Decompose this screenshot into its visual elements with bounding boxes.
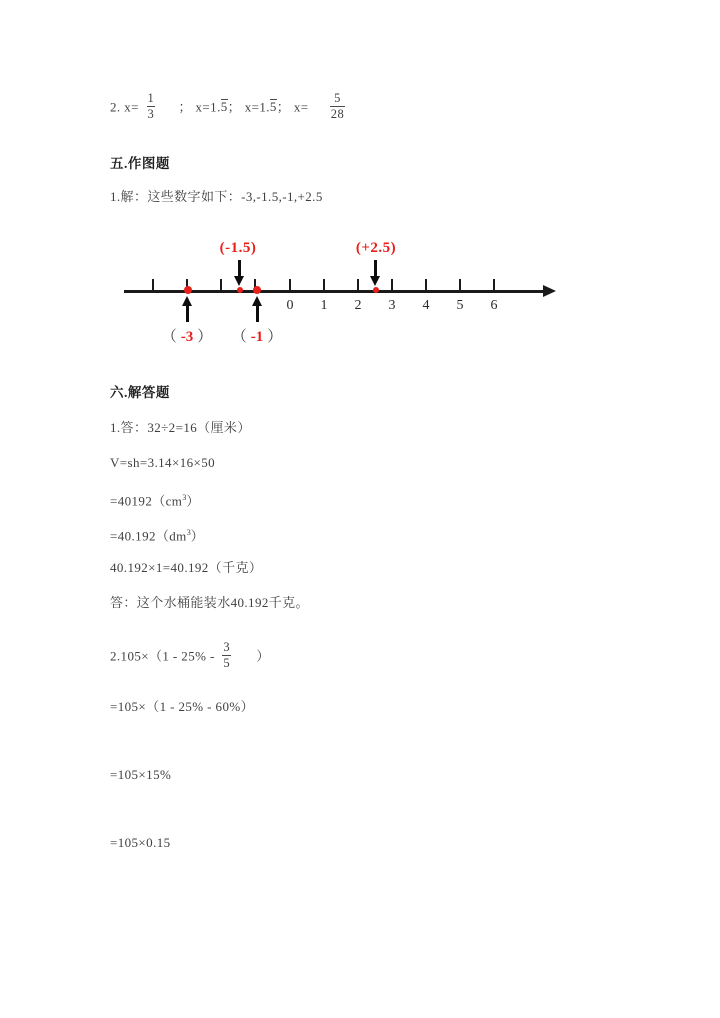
tick-mark <box>220 279 222 291</box>
problem-1-line-4-prefix: =40.192（dm <box>110 528 187 544</box>
fraction-numerator: 3 <box>223 640 231 654</box>
point-label-minus-1 <box>232 325 283 346</box>
fraction-numerator: 5 <box>334 91 341 105</box>
pointer-arrow-up-minus-1 <box>252 296 262 322</box>
problem-1-line-4-suffix: ） <box>190 528 205 544</box>
pointer-arrow-down-minus-1-5 <box>234 260 244 286</box>
trailing-x: x= <box>293 99 309 115</box>
problem-2-header-suffix: ） <box>256 648 270 664</box>
value-1-prefix: x=1. <box>195 99 221 115</box>
plotted-point-minus-1-5 <box>237 287 243 293</box>
axis-arrow-icon <box>543 285 556 297</box>
tick-mark-five <box>459 279 461 291</box>
fraction-denominator: 3 <box>147 107 155 122</box>
pointer-arrow-up-minus-3 <box>182 296 192 322</box>
fraction-three-fifths <box>221 641 232 670</box>
problem-1-line-1: 1.答：32÷2=16（厘米） <box>110 420 251 435</box>
problem-1-line-2: V=sh=3.14×16×50 <box>110 455 216 470</box>
tick-mark-one <box>323 279 325 291</box>
problem-2-header <box>110 641 270 670</box>
problem-1-line-3-prefix: =40192（cm <box>110 493 183 509</box>
unit-exponent-dm: 3 <box>186 528 191 537</box>
tick-mark-six <box>493 279 495 291</box>
section-five-item-1: 1.解：这些数字如下：-3,-1.5,-1,+2.5 <box>110 189 323 204</box>
arrow-head-icon <box>370 276 380 286</box>
paren-open: （ <box>231 329 247 345</box>
paren-close: ） <box>197 329 213 345</box>
tick-mark <box>152 279 154 291</box>
tick-mark-two <box>357 279 359 291</box>
tick-mark-three <box>391 279 393 291</box>
number-line-figure <box>110 232 570 352</box>
problem-1-line-3-suffix: ） <box>186 493 200 509</box>
unit-exponent-cm: 3 <box>182 493 187 502</box>
answer-item-number: 2. x= <box>110 99 139 115</box>
tick-label-6: 6 <box>490 298 498 313</box>
fraction-denominator: 5 <box>223 656 231 671</box>
plotted-point-minus-3 <box>184 286 192 294</box>
section-six-heading: 六.解答题 <box>110 385 170 400</box>
problem-2-line-3: =105×0.15 <box>110 835 171 850</box>
point-label-plus-2-5: (+2.5) <box>355 240 397 256</box>
problem-1-line-3 <box>110 489 200 510</box>
paren-open: （ <box>161 329 177 345</box>
tick-mark-zero <box>289 279 291 291</box>
semicolon-3: ； <box>276 99 291 115</box>
problem-1-line-5: 40.192×1=40.192（千克） <box>110 560 263 575</box>
paren-close: ） <box>267 329 283 345</box>
arrow-shaft <box>256 304 259 322</box>
arrow-shaft <box>186 304 189 322</box>
point-label-minus-1-5: (-1.5) <box>219 240 257 256</box>
semicolon-2: ； <box>227 99 242 115</box>
tick-label-4: 4 <box>422 298 430 313</box>
tick-label-0: 0 <box>286 298 294 313</box>
problem-2-header-prefix: 2.105×（1 - 25% - <box>110 648 215 664</box>
fraction-one-third <box>146 92 157 121</box>
problem-2-line-1: =105×（1 - 25% - 60%） <box>110 699 254 714</box>
paren-value: -1 <box>250 329 264 345</box>
problem-1-answer-line: 答：这个水桶能装水40.192千克。 <box>110 595 309 610</box>
fraction-numerator: 1 <box>147 91 155 105</box>
answer-line-item-2 <box>110 92 349 121</box>
problem-1-line-4 <box>110 524 204 545</box>
tick-label-2: 2 <box>354 298 362 313</box>
arrow-head-icon <box>252 296 262 306</box>
pointer-arrow-down-plus-2-5 <box>370 260 380 286</box>
arrow-head-icon <box>234 276 244 286</box>
point-label-minus-3 <box>162 325 213 346</box>
section-five-heading: 五.作图题 <box>110 156 170 171</box>
plotted-point-minus-1 <box>253 286 261 294</box>
repeating-digit-2: 5 <box>269 99 277 115</box>
fraction-five-twentyeighths <box>329 92 346 121</box>
arrow-head-icon <box>182 296 192 306</box>
semicolon-1: ； <box>178 99 192 115</box>
value-2-prefix: x=1. <box>244 99 270 115</box>
problem-2-line-2: =105×15% <box>110 767 172 782</box>
tick-mark-four <box>425 279 427 291</box>
tick-label-5: 5 <box>456 298 464 313</box>
paren-value: -3 <box>180 329 194 345</box>
fraction-denominator: 28 <box>330 107 345 122</box>
repeating-digit-1: 5 <box>220 99 228 115</box>
tick-label-3: 3 <box>388 298 396 313</box>
plotted-point-plus-2-5 <box>373 287 379 293</box>
tick-label-1: 1 <box>320 298 328 313</box>
